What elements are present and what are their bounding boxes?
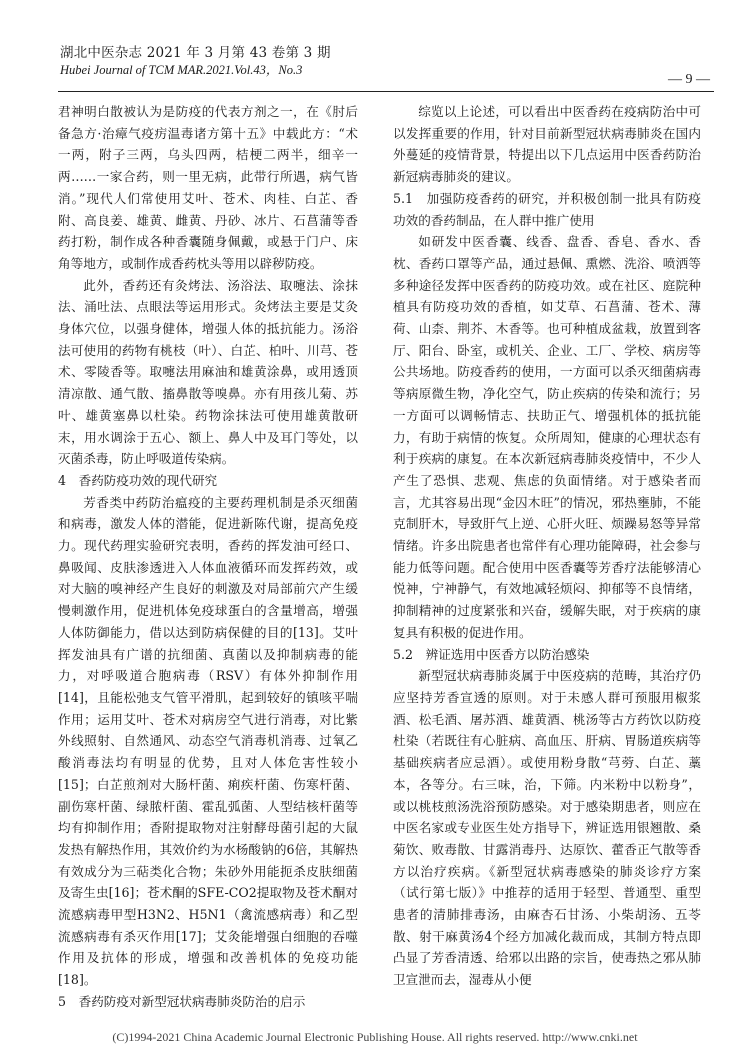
section-heading-5: 5 香药防疫对新型冠状病毒肺炎防治的启示 [58, 993, 306, 1009]
header-rule [58, 91, 714, 92]
paragraph: 如研发中医香囊、线香、盘香、香皂、香水、香枕、香药口罩等产品，通过悬佩、熏燃、洗浴、喷洒等多种途径发挥中医香药的防疫功效。或在社区、庭院种植具有防疫功效的香植，如艾草、石菖蒲、苍术、薄荷、山柰、荆芥、木香等。也可种植成盆栽，放置到客厅、阳台、卧室，或机关、企业、工厂、学校、病房等公共场地。防疫香药的使用，一方面可以杀灭细菌病毒等病原微生物，净化空气，防止疾病的传染和流行；另一方面可以调畅情志、扶助正气、增强机体的抵抗能力，有助于病情的恢复。众所周知，健康的心理状态有利于疾病的康复。在本次新冠病毒肺炎疫情中，不少人产生了恐惧、悲观、焦虑的负面情绪。对于感染者而言，尤其容易出现“金囚木旺”的情况，邪热壅肺，不能克制肝木，导致肝气上逆、心肝火旺、烦躁易怒等异常情绪。许多出院患者也常伴有心理功能障碍，社会参与能力低等问题。配合使用中医香囊等芳香疗法能够清心悦神，宁神静气，有效地减轻烦闷、抑郁等不良情绪，抑制精神的过度紧张和兴奋，缓解失眠，对于疾病的康复具有积极的促进作用。 [393, 234, 701, 640]
paragraph: 君神明白散被认为是防疫的代表方剂之一，在《肘后备急方·治瘴气疫疠温毒诸方第十五》中载此方：“术一两，附子三两，乌头四两，桔梗二两半，细辛一两……一家合药，则一里无病，此带行所遇，病气皆消。”现代人们常使用艾叶、苍术、肉桂、白芷、香附、高良姜、雄黄、雌黄、丹砂、冰片、石菖蒲等香药打粉，制作成各种香囊随身佩戴，或悬于门户、床角等地方，或制作成香药枕头等用以辟秽防疫。 [58, 104, 358, 271]
section-heading-5-2: 5.2 辨证选用中医香方以防治感染 [393, 646, 590, 662]
copyright-footer: (C)1994-2021 China Academic Journal Electronic Publishing House. All rights reserved. http://www.cnki.net [112, 1030, 638, 1044]
paragraph: 此外，香药还有灸烤法、汤浴法、取嚏法、涂抹法、涌吐法、点眼法等运用形式。灸烤法主要是艾灸身体穴位，以强身健体，增强人体的抵抗能力。汤浴法可使用的药物有桃枝（叶）、白芷、柏叶、川芎、苍术、零陵香等。取嚏法用麻油和雄黄涂鼻，或用透顶清凉散、通气散、搐鼻散等嗅鼻。亦有用孩儿菊、苏叶、雄黄塞鼻以杜染。药物涂抹法可使用雄黄散研末，用水调涂于五心、额上、鼻人中及耳门等处，以灭菌杀毒，防止呼吸道传染病。 [58, 277, 358, 467]
page-number: — 9 — [668, 72, 710, 87]
section-heading-4: 4 香药防疫功效的现代研究 [58, 472, 218, 488]
section-heading-5-1: 5.1 加强防疫香药的研究，并积极创制一批具有防疫功效的香药制品，在人群中推广使用 [393, 190, 701, 228]
paragraph: 新型冠状病毒肺炎属于中医疫病的范畴，其治疗仍应坚持芳香宣透的原则。对于未感人群可预服用椒浆酒、松毛酒、屠苏酒、雄黄酒、桃汤等古方药饮以防疫杜染（若既往有心脏病、高血压、肝病、胃肠道疾病等基础疾病者应忌酒）。或使用粉身散“芎䓖、白芷、藁本，各等分。右三味，治，下筛。内米粉中以粉身”，或以桃枝煎汤洗浴预防感染。对于感染期患者，则应在中医名家或专业医生处方指导下，辨证选用银翘散、桑菊饮、败毒散、甘露消毒丹、达原饮、藿香正气散等香方以治疗疾病。《新型冠状病毒感染的肺炎诊疗方案（试行第七版）》中推荐的适用于轻型、普通型、重型患者的清肺排毒汤，由麻杏石甘汤、小柴胡汤、五苓散、射干麻黄汤4个经方加减化裁而成，其制方特点即凸显了芳香清透、给邪以出路的宗旨，使毒热之邪从肺卫宣泄而去，湿毒从小便 [393, 668, 701, 988]
paragraph: 芳香类中药防治瘟疫的主要药理机制是杀灭细菌和病毒，激发人体的潜能，促进新陈代谢，提高免疫力。现代药理实验研究表明，香药的挥发油可经口、鼻吸闻、皮肤渗透进入人体血液循环而发挥药效，或对大脑的嗅神经产生良好的刺激及对局部前穴产生缓慢刺激作用，促进机体免疫球蛋白的含量增高，增强人体防御能力，借以达到防病保健的目的[13]。艾叶挥发油具有广谱的抗细菌、真菌以及抑制病毒的能力，对呼吸道合胞病毒（RSV）有体外抑制作用[14]，且能松弛支气管平滑肌，起到较好的镇咳平喘作用；运用艾叶、苍术对病房空气进行消毒，对比紫外线照射、自然通风、动态空气消毒机消毒、过氧乙酸消毒法均有明显的优势，且对人体危害性较小[15]；白芷煎剂对大肠杆菌、痢疾杆菌、伤寒杆菌、副伤寒杆菌、绿脓杆菌、霍乱弧菌、人型结核杆菌等均有抑制作用；香附提取物对注射酵母菌引起的大鼠发热有解热作用，其效价约为水杨酸钠的6倍，其解热有效成分为三萜类化合物；朱砂外用能扼杀皮肤细菌及寄生虫[16]；苍术酮的SFE-CO2提取物及苍术酮对流感病毒甲型H3N2、H5N1（禽流感病毒）和乙型流感病毒有杀灭作用[17]；艾灸能增强白细胞的吞噬作用及抗体的形成，增强和改善机体的免疫功能[18]。 [58, 494, 358, 988]
left-column [58, 101, 358, 1013]
paragraph: 综览以上论述，可以看出中医香药在疫病防治中可以发挥重要的作用，针对目前新型冠状病毒肺炎在国内外蔓延的疫情背景，特提出以下几点运用中医香药防治新冠病毒肺炎的建议。 [393, 104, 701, 185]
journal-title-en: Hubei Journal of TCM MAR.2021.Vol.43，No.3 [60, 63, 303, 77]
journal-title-cn: 湖北中医杂志 2021 年 3 月第 43 卷第 3 期 [60, 45, 331, 61]
journal-header [60, 44, 680, 78]
right-column [393, 101, 701, 991]
